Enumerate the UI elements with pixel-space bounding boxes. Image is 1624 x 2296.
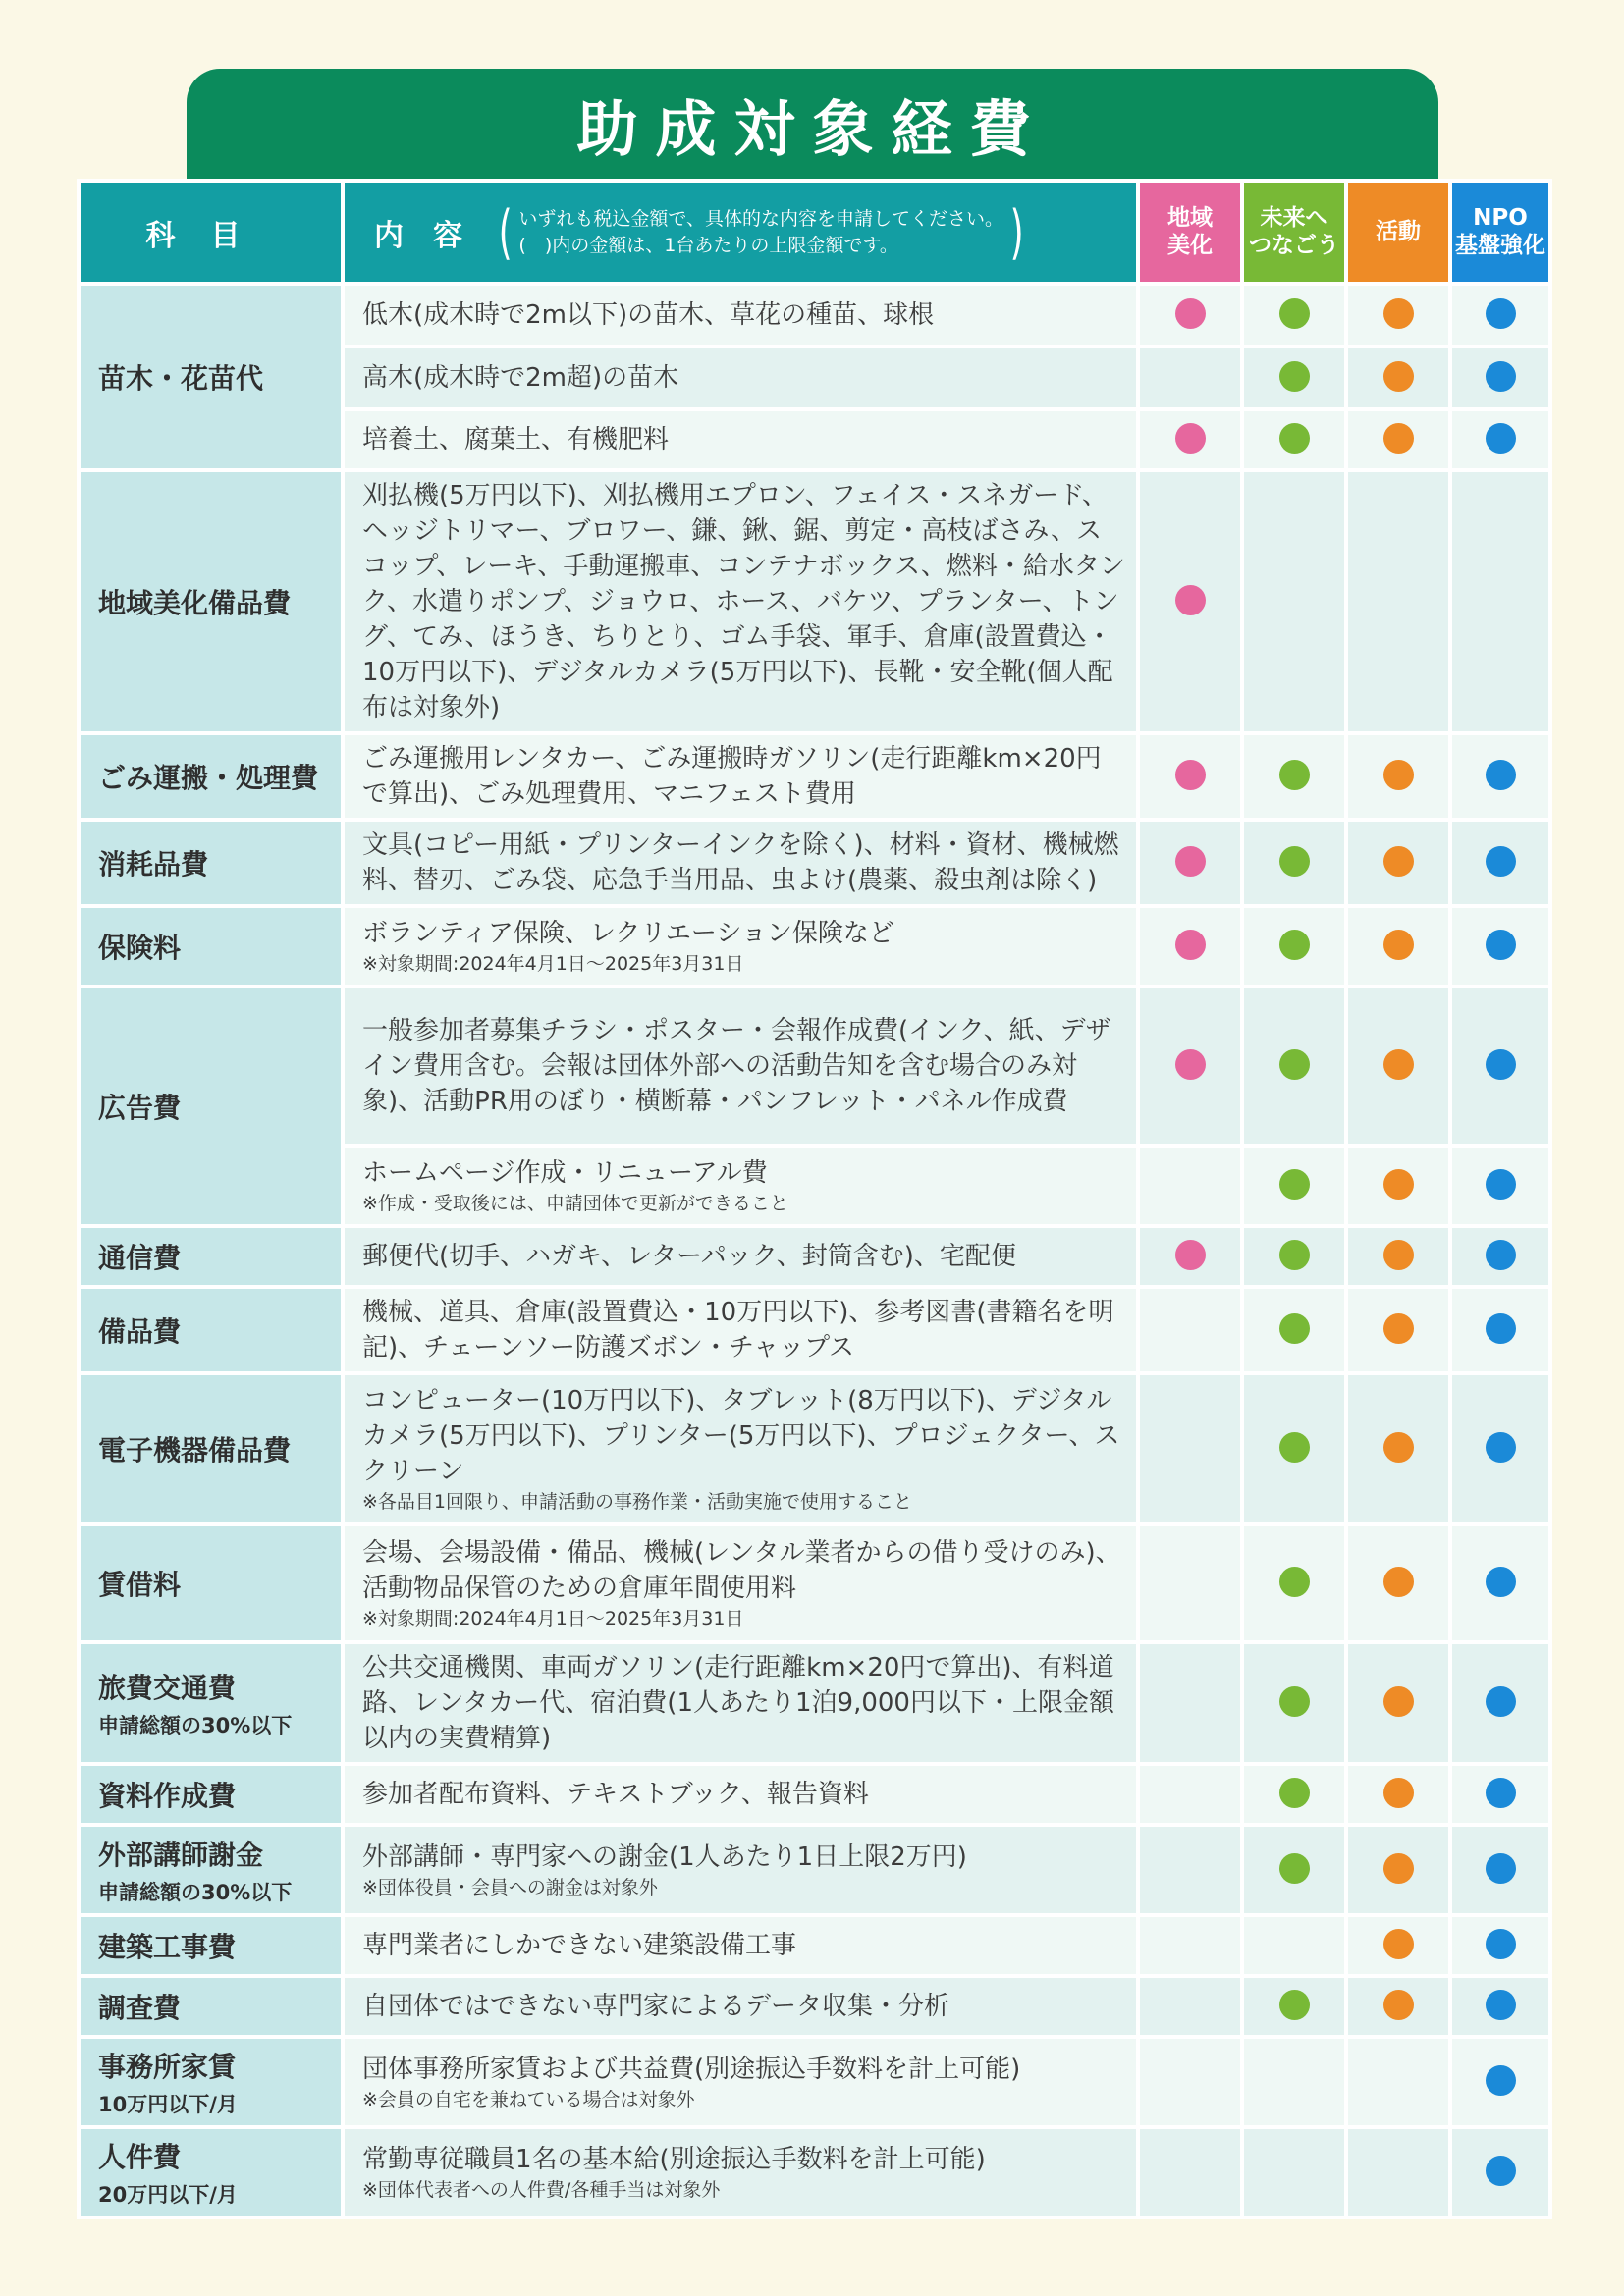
- mark-cell-pink: [1138, 987, 1242, 1146]
- table-row: [79, 1976, 1550, 2037]
- subject-limit: 10万円以下/月: [98, 2093, 238, 2116]
- content-text: 会場、会場設備・備品、機械(レンタル業者からの借り受けのみ)、活動物品保管のための倉庫年間使用料: [362, 1538, 1121, 1603]
- blue-dot-icon: [1486, 298, 1516, 329]
- blue-dot-icon: [1486, 1432, 1516, 1463]
- blue-dot-icon: [1486, 1686, 1516, 1717]
- orange-dot-icon: [1383, 1240, 1414, 1270]
- mark-cell-blue: [1450, 906, 1550, 987]
- mark-cell-orange: [1346, 284, 1450, 347]
- table-body: [79, 284, 1550, 2217]
- table-row: [79, 2037, 1550, 2127]
- orange-dot-icon: [1383, 846, 1414, 877]
- mark-cell-blue: [1450, 1976, 1550, 2037]
- table-row: [79, 1825, 1550, 1915]
- subject-cell: [79, 820, 343, 906]
- mark-cell-pink: [1138, 1226, 1242, 1287]
- mark-cell-blue: [1450, 1226, 1550, 1287]
- subject-cell: [79, 1226, 343, 1287]
- pink-dot-icon: [1175, 1240, 1206, 1270]
- content-cell: [343, 1146, 1138, 1226]
- category-npo: [1450, 181, 1550, 284]
- content-text: 参加者配布資料、テキストブック、報告資料: [362, 1780, 869, 1809]
- green-dot-icon: [1279, 760, 1310, 790]
- header-row: [79, 181, 1550, 284]
- mark-cell-blue: [1450, 2037, 1550, 2127]
- mark-cell-blue: [1450, 1287, 1550, 1373]
- mark-cell-green: [1242, 2127, 1346, 2217]
- pink-dot-icon: [1175, 1049, 1206, 1080]
- subject-label: 地域美化備品費: [98, 587, 292, 619]
- mark-cell-pink: [1138, 1764, 1242, 1825]
- category-label: 地域 美化: [1167, 204, 1213, 258]
- orange-dot-icon: [1383, 1169, 1414, 1200]
- pink-dot-icon: [1175, 585, 1206, 615]
- mark-cell-orange: [1346, 409, 1450, 470]
- subject-label: 広告費: [98, 1092, 182, 1124]
- mark-cell-pink: [1138, 284, 1242, 347]
- subject-label: 保険料: [98, 932, 182, 964]
- content-cell: [343, 1226, 1138, 1287]
- subject-cell: [79, 1764, 343, 1825]
- subject-limit: 申請総額の30%以下: [98, 1714, 293, 1737]
- blue-dot-icon: [1486, 1929, 1516, 1959]
- orange-dot-icon: [1383, 1567, 1414, 1597]
- table-row: [79, 733, 1550, 820]
- blue-dot-icon: [1486, 1853, 1516, 1884]
- subject-label: 事務所家賃: [98, 2051, 237, 2083]
- orange-dot-icon: [1383, 1990, 1414, 2020]
- blue-dot-icon: [1486, 846, 1516, 877]
- mark-cell-orange: [1346, 987, 1450, 1146]
- mark-cell-orange: [1346, 1764, 1450, 1825]
- subject-cell: [79, 1524, 343, 1642]
- content-cell: [343, 1524, 1138, 1642]
- green-dot-icon: [1279, 361, 1310, 392]
- green-dot-icon: [1279, 930, 1310, 960]
- content-cell: [343, 2127, 1138, 2217]
- table-row: [79, 1642, 1550, 1764]
- mark-cell-pink: [1138, 470, 1242, 733]
- subject-cell: [79, 470, 343, 733]
- subject-cell: [79, 733, 343, 820]
- content-note: ※各品目1回限り、申請活動の事務作業・活動実施で使用すること: [362, 1491, 913, 1513]
- mark-cell-green: [1242, 284, 1346, 347]
- subject-cell: [79, 1915, 343, 1976]
- mark-cell-orange: [1346, 1146, 1450, 1226]
- orange-dot-icon: [1383, 1686, 1414, 1717]
- table-row: [79, 1764, 1550, 1825]
- blue-dot-icon: [1486, 1567, 1516, 1597]
- mark-cell-pink: [1138, 1976, 1242, 2037]
- mark-cell-orange: [1346, 1287, 1450, 1373]
- mark-cell-green: [1242, 906, 1346, 987]
- content-text: 高木(成木時で2m超)の苗木: [362, 363, 679, 393]
- title-banner: [187, 69, 1438, 179]
- mark-cell-green: [1242, 1642, 1346, 1764]
- content-cell: [343, 820, 1138, 906]
- subject-cell: [79, 2127, 343, 2217]
- subject-cell: [79, 1287, 343, 1373]
- content-note: ※会員の自宅を兼ねている場合は対象外: [362, 2089, 695, 2110]
- content-text: 一般参加者募集チラシ・ポスター・会報作成費(インク、紙、デザイン費用含む。会報は団体外部への活動告知を含む場合のみ対象)、活動PR用のぼり・横断幕・パンフレット・パネル作成費: [362, 1016, 1111, 1116]
- header-note-1: いずれも税込金額で、具体的な内容を申請してください。: [518, 207, 1004, 230]
- mark-cell-orange: [1346, 1642, 1450, 1764]
- content-note: ※対象期間:2024年4月1日〜2025年3月31日: [362, 953, 744, 975]
- category-chiiki-bika: [1138, 181, 1242, 284]
- content-text: 文具(コピー用紙・プリンターインクを除く)、材料・資材、機械燃料、替刃、ごみ袋、応急手当用品、虫よけ(農薬、殺虫剤は除く): [362, 830, 1119, 895]
- content-text: コンピューター(10万円以下)、タブレット(8万円以下)、デジタルカメラ(5万円以下)、プリンター(5万円以下)、プロジェクター、スクリーン: [362, 1386, 1120, 1486]
- table-row: [79, 906, 1550, 987]
- content-cell: [343, 733, 1138, 820]
- green-dot-icon: [1279, 1686, 1310, 1717]
- content-cell: [343, 1915, 1138, 1976]
- mark-cell-pink: [1138, 1825, 1242, 1915]
- orange-dot-icon: [1383, 361, 1414, 392]
- mark-cell-pink: [1138, 1524, 1242, 1642]
- page-title: 助成対象経費: [576, 92, 1049, 165]
- green-dot-icon: [1279, 1853, 1310, 1884]
- mark-cell-green: [1242, 820, 1346, 906]
- table-row: [79, 470, 1550, 733]
- subject-cell: [79, 1642, 343, 1764]
- blue-dot-icon: [1486, 930, 1516, 960]
- mark-cell-pink: [1138, 1373, 1242, 1524]
- pink-dot-icon: [1175, 423, 1206, 454]
- subject-cell: [79, 987, 343, 1226]
- content-note: ※団体役員・会員への謝金は対象外: [362, 1877, 658, 1898]
- content-text: 自団体ではできない専門家によるデータ収集・分析: [362, 1992, 950, 2021]
- content-text: 公共交通機関、車両ガソリン(走行距離km×20円で算出)、有料道路、レンタカー代、宿泊費(1人あたり1泊9,000円以下・上限金額以内の実費精算): [362, 1653, 1114, 1753]
- mark-cell-pink: [1138, 347, 1242, 409]
- green-dot-icon: [1279, 1240, 1310, 1270]
- blue-dot-icon: [1486, 1049, 1516, 1080]
- content-cell: [343, 347, 1138, 409]
- content-cell: [343, 906, 1138, 987]
- orange-dot-icon: [1383, 298, 1414, 329]
- content-text: ボランティア保険、レクリエーション保険など: [362, 919, 894, 948]
- table-row: [79, 2127, 1550, 2217]
- mark-cell-blue: [1450, 470, 1550, 733]
- mark-cell-pink: [1138, 1287, 1242, 1373]
- mark-cell-green: [1242, 409, 1346, 470]
- content-cell: [343, 2037, 1138, 2127]
- mark-cell-pink: [1138, 1642, 1242, 1764]
- mark-cell-green: [1242, 470, 1346, 733]
- mark-cell-orange: [1346, 2127, 1450, 2217]
- orange-dot-icon: [1383, 1853, 1414, 1884]
- header-content: [343, 181, 1138, 284]
- mark-cell-orange: [1346, 906, 1450, 987]
- subject-label: 賃借料: [98, 1569, 182, 1601]
- right-paren-glyph: ): [1009, 197, 1024, 267]
- category-mirai: [1242, 181, 1346, 284]
- subject-limit: 申請総額の30%以下: [98, 1881, 293, 1904]
- mark-cell-green: [1242, 1976, 1346, 2037]
- mark-cell-orange: [1346, 2037, 1450, 2127]
- mark-cell-blue: [1450, 1642, 1550, 1764]
- content-text: 刈払機(5万円以下)、刈払機用エプロン、フェイス・スネガード、ヘッジトリマー、ブロワー、鎌、鍬、鋸、剪定・高枝ばさみ、スコップ、レーキ、手動運搬車、コンテナボックス、燃料・給水タンク、水遣りポンプ、ジョウロ、ホース、バケツ、プランター、トング、てみ、ほうき、ちりとり、ゴム手袋、軍手、倉庫(設置費込・10万円以下)、デジタルカメラ(5万円以下)、長靴・安全靴(個人配布は対象外): [362, 481, 1125, 722]
- orange-dot-icon: [1383, 1432, 1414, 1463]
- subject-label: 苗木・花苗代: [98, 362, 264, 395]
- subject-label: 資料作成費: [98, 1780, 237, 1812]
- green-dot-icon: [1279, 846, 1310, 877]
- subject-label: 備品費: [98, 1315, 182, 1348]
- mark-cell-blue: [1450, 284, 1550, 347]
- orange-dot-icon: [1383, 1313, 1414, 1344]
- subject-label: 人件費: [98, 2141, 182, 2173]
- mark-cell-orange: [1346, 1524, 1450, 1642]
- mark-cell-blue: [1450, 409, 1550, 470]
- table-row: [79, 1287, 1550, 1373]
- content-text: 培養土、腐葉土、有機肥料: [362, 425, 670, 454]
- mark-cell-blue: [1450, 347, 1550, 409]
- orange-dot-icon: [1383, 760, 1414, 790]
- content-text: 専門業者にしかできない建築設備工事: [362, 1931, 797, 1960]
- blue-dot-icon: [1486, 1990, 1516, 2020]
- mark-cell-pink: [1138, 2037, 1242, 2127]
- mark-cell-green: [1242, 1287, 1346, 1373]
- mark-cell-blue: [1450, 1915, 1550, 1976]
- category-katsudo: [1346, 181, 1450, 284]
- content-note: ※作成・受取後には、申請団体で更新ができること: [362, 1193, 788, 1214]
- orange-dot-icon: [1383, 1778, 1414, 1808]
- content-cell: [343, 1287, 1138, 1373]
- content-cell: [343, 1976, 1138, 2037]
- mark-cell-orange: [1346, 1373, 1450, 1524]
- mark-cell-green: [1242, 1825, 1346, 1915]
- content-text: ごみ運搬用レンタカー、ごみ運搬時ガソリン(走行距離km×20円で算出)、ごみ処理費用、マニフェスト費用: [362, 744, 1102, 809]
- mark-cell-blue: [1450, 1764, 1550, 1825]
- table-row: [79, 1373, 1550, 1524]
- mark-cell-green: [1242, 1915, 1346, 1976]
- table-row: [79, 1915, 1550, 1976]
- expense-table: [77, 179, 1552, 2219]
- content-text: 外部講師・専門家への謝金(1人あたり1日上限2万円): [362, 1842, 967, 1872]
- content-text: ホームページ作成・リニューアル費: [362, 1158, 768, 1188]
- mark-cell-blue: [1450, 1524, 1550, 1642]
- mark-cell-pink: [1138, 733, 1242, 820]
- content-cell: [343, 987, 1138, 1146]
- blue-dot-icon: [1486, 361, 1516, 392]
- table-row: [79, 284, 1550, 347]
- mark-cell-green: [1242, 1226, 1346, 1287]
- content-cell: [343, 1642, 1138, 1764]
- content-cell: [343, 470, 1138, 733]
- green-dot-icon: [1279, 423, 1310, 454]
- mark-cell-orange: [1346, 1976, 1450, 2037]
- mark-cell-green: [1242, 2037, 1346, 2127]
- content-cell: [343, 284, 1138, 347]
- content-cell: [343, 1825, 1138, 1915]
- subject-cell: [79, 1825, 343, 1915]
- green-dot-icon: [1279, 1778, 1310, 1808]
- mark-cell-blue: [1450, 1825, 1550, 1915]
- mark-cell-pink: [1138, 1146, 1242, 1226]
- subject-label: 調査費: [98, 1992, 182, 2024]
- blue-dot-icon: [1486, 1169, 1516, 1200]
- mark-cell-orange: [1346, 820, 1450, 906]
- content-note: ※団体代表者への人件費/各種手当は対象外: [362, 2179, 721, 2201]
- subject-limit: 20万円以下/月: [98, 2183, 238, 2207]
- mark-cell-green: [1242, 1524, 1346, 1642]
- mark-cell-blue: [1450, 733, 1550, 820]
- mark-cell-pink: [1138, 2127, 1242, 2217]
- category-label: NPO 基盤強化: [1455, 204, 1545, 258]
- mark-cell-green: [1242, 1146, 1346, 1226]
- mark-cell-blue: [1450, 1146, 1550, 1226]
- content-text: 低木(成木時で2m以下)の苗木、草花の種苗、球根: [362, 300, 935, 330]
- mark-cell-blue: [1450, 1373, 1550, 1524]
- blue-dot-icon: [1486, 1313, 1516, 1344]
- mark-cell-orange: [1346, 1915, 1450, 1976]
- subject-label: 外部講師謝金: [98, 1839, 264, 1871]
- mark-cell-green: [1242, 1764, 1346, 1825]
- mark-cell-pink: [1138, 1915, 1242, 1976]
- blue-dot-icon: [1486, 760, 1516, 790]
- pink-dot-icon: [1175, 760, 1206, 790]
- mark-cell-green: [1242, 347, 1346, 409]
- blue-dot-icon: [1486, 1240, 1516, 1270]
- content-cell: [343, 1373, 1138, 1524]
- table-row: [79, 1226, 1550, 1287]
- mark-cell-orange: [1346, 1226, 1450, 1287]
- subject-label: 電子機器備品費: [98, 1434, 292, 1467]
- content-text: 機械、道具、倉庫(設置費込・10万円以下)、参考図書(書籍名を明記)、チェーンソー防護ズボン・チャップス: [362, 1298, 1114, 1362]
- blue-dot-icon: [1486, 423, 1516, 454]
- subject-label: ごみ運搬・処理費: [98, 762, 319, 794]
- header-subject: 科目: [79, 181, 343, 284]
- mark-cell-blue: [1450, 2127, 1550, 2217]
- content-text: 常勤専従職員1名の基本給(別途振込手数料を計上可能): [362, 2145, 986, 2174]
- pink-dot-icon: [1175, 930, 1206, 960]
- table-row: [79, 1524, 1550, 1642]
- content-text: 郵便代(切手、ハガキ、レターパック、封筒含む)、宅配便: [362, 1242, 1016, 1271]
- green-dot-icon: [1279, 1313, 1310, 1344]
- header-content-label: 内容: [374, 218, 492, 253]
- content-cell: [343, 1764, 1138, 1825]
- mark-cell-orange: [1346, 470, 1450, 733]
- subject-cell: [79, 284, 343, 470]
- mark-cell-orange: [1346, 733, 1450, 820]
- category-label: 未来へ つなごう: [1249, 204, 1339, 258]
- table-row: [79, 820, 1550, 906]
- content-text: 団体事務所家賃および共益費(別途振込手数料を計上可能): [362, 2055, 1021, 2084]
- blue-dot-icon: [1486, 2065, 1516, 2096]
- subject-cell: [79, 2037, 343, 2127]
- left-paren-glyph: (: [498, 197, 513, 267]
- table-row: [79, 987, 1550, 1146]
- mark-cell-orange: [1346, 1825, 1450, 1915]
- content-cell: [343, 409, 1138, 470]
- content-note: ※対象期間:2024年4月1日〜2025年3月31日: [362, 1608, 744, 1629]
- subject-label: 旅費交通費: [98, 1672, 237, 1704]
- header-note: [518, 206, 1003, 258]
- subject-label: 消耗品費: [98, 848, 209, 881]
- subject-cell: [79, 1373, 343, 1524]
- mark-cell-pink: [1138, 820, 1242, 906]
- subject-cell: [79, 1976, 343, 2037]
- blue-dot-icon: [1486, 2156, 1516, 2186]
- mark-cell-blue: [1450, 820, 1550, 906]
- blue-dot-icon: [1486, 1778, 1516, 1808]
- mark-cell-pink: [1138, 906, 1242, 987]
- category-label: 活動: [1376, 218, 1421, 244]
- mark-cell-green: [1242, 987, 1346, 1146]
- mark-cell-green: [1242, 1373, 1346, 1524]
- mark-cell-orange: [1346, 347, 1450, 409]
- pink-dot-icon: [1175, 298, 1206, 329]
- subject-label: 建築工事費: [98, 1931, 237, 1963]
- orange-dot-icon: [1383, 930, 1414, 960]
- green-dot-icon: [1279, 1990, 1310, 2020]
- subject-cell: [79, 906, 343, 987]
- green-dot-icon: [1279, 1432, 1310, 1463]
- green-dot-icon: [1279, 1169, 1310, 1200]
- mark-cell-blue: [1450, 987, 1550, 1146]
- orange-dot-icon: [1383, 1929, 1414, 1959]
- green-dot-icon: [1279, 298, 1310, 329]
- subject-label: 通信費: [98, 1242, 182, 1274]
- green-dot-icon: [1279, 1049, 1310, 1080]
- mark-cell-pink: [1138, 409, 1242, 470]
- header-note-2: ( )内の金額は、1台あたりの上限金額です。: [518, 234, 898, 256]
- mark-cell-green: [1242, 733, 1346, 820]
- green-dot-icon: [1279, 1567, 1310, 1597]
- orange-dot-icon: [1383, 423, 1414, 454]
- orange-dot-icon: [1383, 1049, 1414, 1080]
- pink-dot-icon: [1175, 846, 1206, 877]
